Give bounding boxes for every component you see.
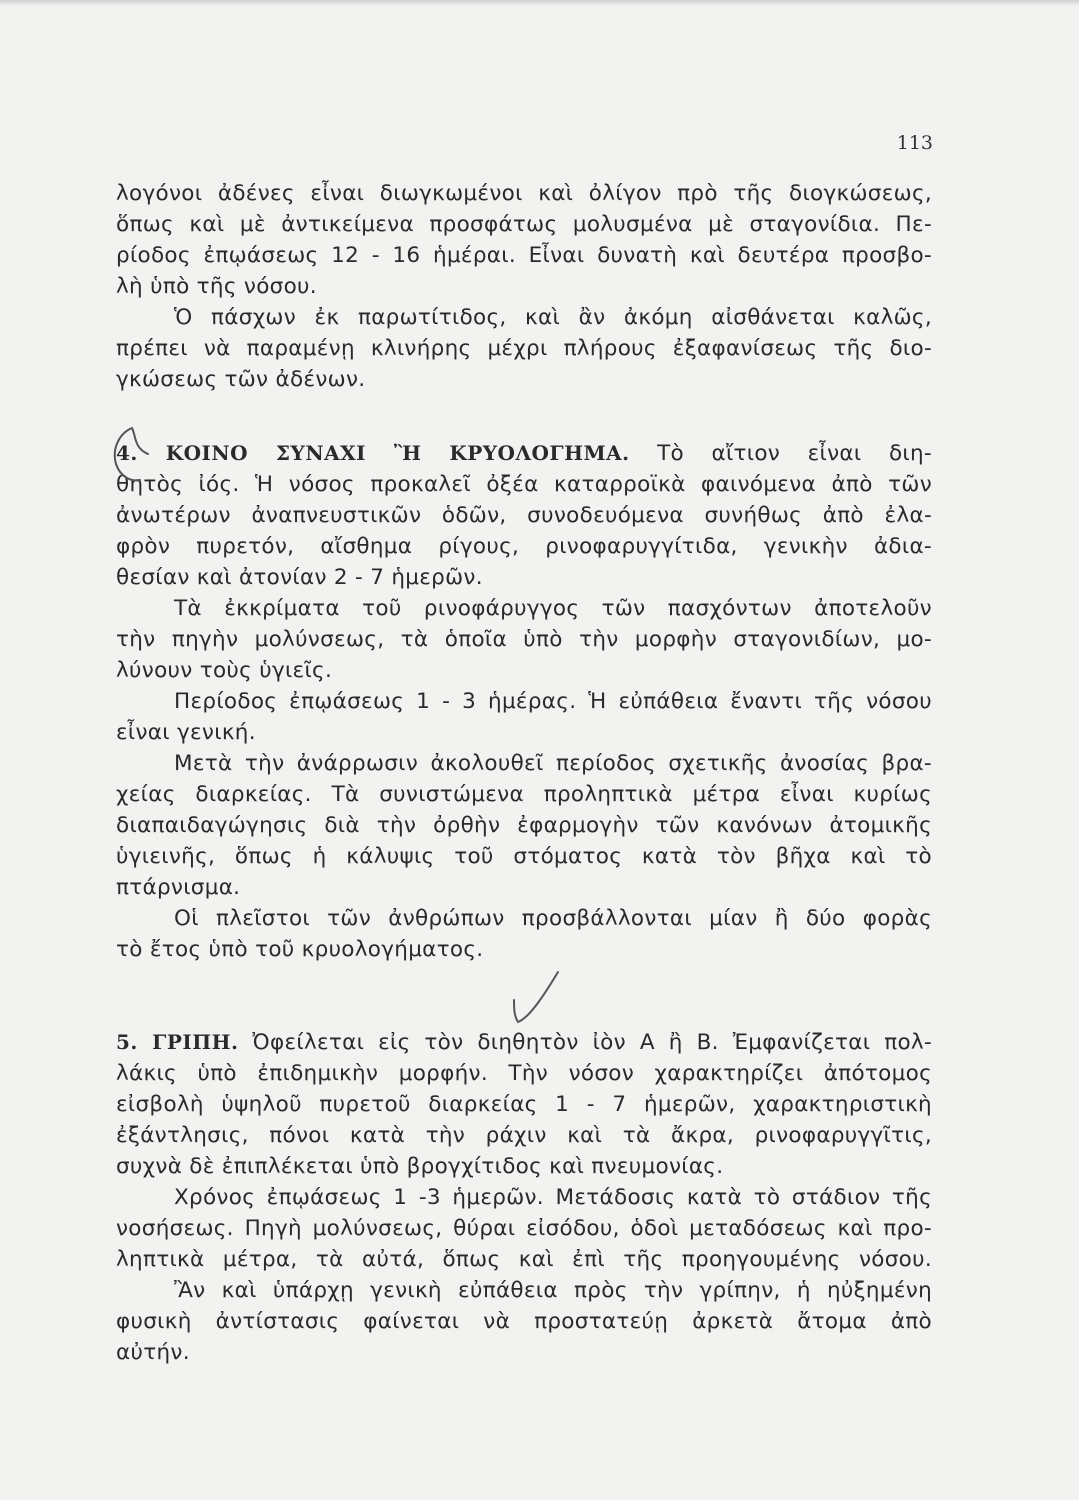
text-line xyxy=(116,1027,932,1058)
text-line: γκώσεως τῶν ἀδένων. xyxy=(116,367,366,392)
text-line: λὴ ὑπὸ τῆς νόσου. xyxy=(116,274,317,299)
text-line: λογόνοι ἀδένες εἶναι διωγκωμένοι καὶ ὀλίγον πρὸ τῆς διογκώσεως, xyxy=(116,181,932,206)
scan-edge xyxy=(0,0,1079,6)
text-line: ἐξάντλησις, πόνοι κατὰ τὴν ράχιν καὶ τὰ ἄκρα, ρινοφαρυγγῖτις, xyxy=(116,1123,932,1148)
text-line: τὸ ἔτος ὑπὸ τοῦ κρυολογήματος. xyxy=(116,937,484,962)
text-line: Ὁ πάσχων ἐκ παρωτίτιδος, καὶ ἂν ἀκόμη αἰσθάνεται καλῶς, xyxy=(174,305,932,330)
handwritten-check-mark xyxy=(506,962,566,1026)
text-line: Ἂν καὶ ὑπάρχῃ γενικὴ εὐπάθεια πρὸς τὴν γρίπην, ἡ ηὐξημένη xyxy=(174,1278,932,1303)
text-block-mumps-end xyxy=(116,178,932,395)
text-line: Οἱ πλεῖστοι τῶν ἀνθρώπων προσβάλλονται μίαν ἢ δύο φορὰς xyxy=(174,906,932,931)
text-line xyxy=(116,438,932,469)
text-line: ὅπως καὶ μὲ ἀντικείμενα προσφάτως μολυσμένα μὲ σταγονίδια. Πε- xyxy=(116,212,932,237)
text-line: διαπαιδαγώγησις διὰ τὴν ὀρθὴν ἐφαρμογὴν τῶν κανόνων ἀτομικῆς xyxy=(116,813,932,838)
text-line: φρὸν πυρετόν, αἴσθημα ρίγους, ρινοφαρυγγίτιδα, γενικὴν ἀδια- xyxy=(116,534,932,559)
text-line: ἀνωτέρων ἀναπνευστικῶν ὁδῶν, συνοδευόμενα συνήθως ἀπὸ ἐλα- xyxy=(116,503,932,528)
text-line: Χρόνος ἐπῳάσεως 1 -3 ἡμερῶν. Μετάδοσις κατὰ τὸ στάδιον τῆς xyxy=(174,1185,932,1210)
heading-line-text: Ὀφείλεται εἰς τὸν διηθητὸν ἰὸν Α ἢ Β. Ἐμφανίζεται πολ- xyxy=(238,1030,932,1055)
text-line: νοσήσεως. Πηγὴ μολύνσεως, θύραι εἰσόδου, ὁδοὶ μεταδόσεως καὶ προ- xyxy=(116,1216,932,1241)
heading-line-text: Τὸ αἴτιον εἶναι διη- xyxy=(629,441,932,466)
text-line: λάκις ὑπὸ ἐπιδημικὴν μορφήν. Τὴν νόσον χαρακτηρίζει ἀπότομος xyxy=(116,1061,932,1086)
text-line: εἰσβολὴ ὑψηλοῦ πυρετοῦ διαρκείας 1 - 7 ἡμερῶν, χαρακτηριστικὴ xyxy=(116,1092,932,1117)
text-line: ληπτικὰ μέτρα, τὰ αὐτά, ὅπως καὶ ἐπὶ τῆς προηγουμένης νόσου. xyxy=(116,1247,932,1272)
text-line: Μετὰ τὴν ἀνάρρωσιν ἀκολουθεῖ περίοδος σχετικῆς ἀνοσίας βρα- xyxy=(174,751,932,776)
text-line: θεσίαν καὶ ἀτονίαν 2 - 7 ἡμερῶν. xyxy=(116,565,483,590)
section-common-cold xyxy=(116,438,932,965)
page-number: 113 xyxy=(896,132,933,154)
text-line: πρέπει νὰ παραμένῃ κλινήρης μέχρι πλήρους ἐξαφανίσεως τῆς διο- xyxy=(116,336,932,361)
text-line: συχνὰ δὲ ἐπιπλέκεται ὑπὸ βρογχίτιδος καὶ πνευμονίας. xyxy=(116,1154,724,1179)
text-line: πτάρνισμα. xyxy=(116,875,241,900)
text-line: φυσικὴ ἀντίστασις φαίνεται νὰ προστατεύῃ ἀρκετὰ ἄτομα ἀπὸ xyxy=(116,1309,932,1334)
section-heading: 5. ΓΡΙΠΗ. xyxy=(116,1030,239,1054)
text-line: ὑγιεινῆς, ὅπως ἡ κάλυψις τοῦ στόματος κατὰ τὸν βῆχα καὶ τὸ xyxy=(116,844,932,869)
text-line: αὐτήν. xyxy=(116,1340,190,1365)
section-influenza xyxy=(116,1027,932,1368)
text-line: εἶναι γενική. xyxy=(116,720,256,745)
section-heading: 4. ΚΟΙΝΟ ΣΥΝΑΧΙ Ἢ ΚΡΥΟΛΟΓΗΜΑ. xyxy=(116,441,630,465)
text-line: τὴν πηγὴν μολύνσεως, τὰ ὁποῖα ὑπὸ τὴν μορφὴν σταγονιδίων, μο- xyxy=(116,627,932,652)
text-line: χείας διαρκείας. Τὰ συνιστώμενα προληπτικὰ μέτρα εἶναι κυρίως xyxy=(116,782,932,807)
text-line: λύνουν τοὺς ὑγιεῖς. xyxy=(116,658,333,683)
text-line: Τὰ ἐκκρίματα τοῦ ρινοφάρυγγος τῶν πασχόντων ἀποτελοῦν xyxy=(174,596,932,621)
text-line: θητὸς ἰός. Ἡ νόσος προκαλεῖ ὀξέα καταρροϊκὰ φαινόμενα ἀπὸ τῶν xyxy=(116,472,932,497)
text-line: Περίοδος ἐπῳάσεως 1 - 3 ἡμέρας. Ἡ εὐπάθεια ἔναντι τῆς νόσου xyxy=(174,689,932,714)
text-line: ρίοδος ἐπῳάσεως 12 - 16 ἡμέραι. Εἶναι δυνατὴ καὶ δευτέρα προσβο- xyxy=(116,243,932,268)
